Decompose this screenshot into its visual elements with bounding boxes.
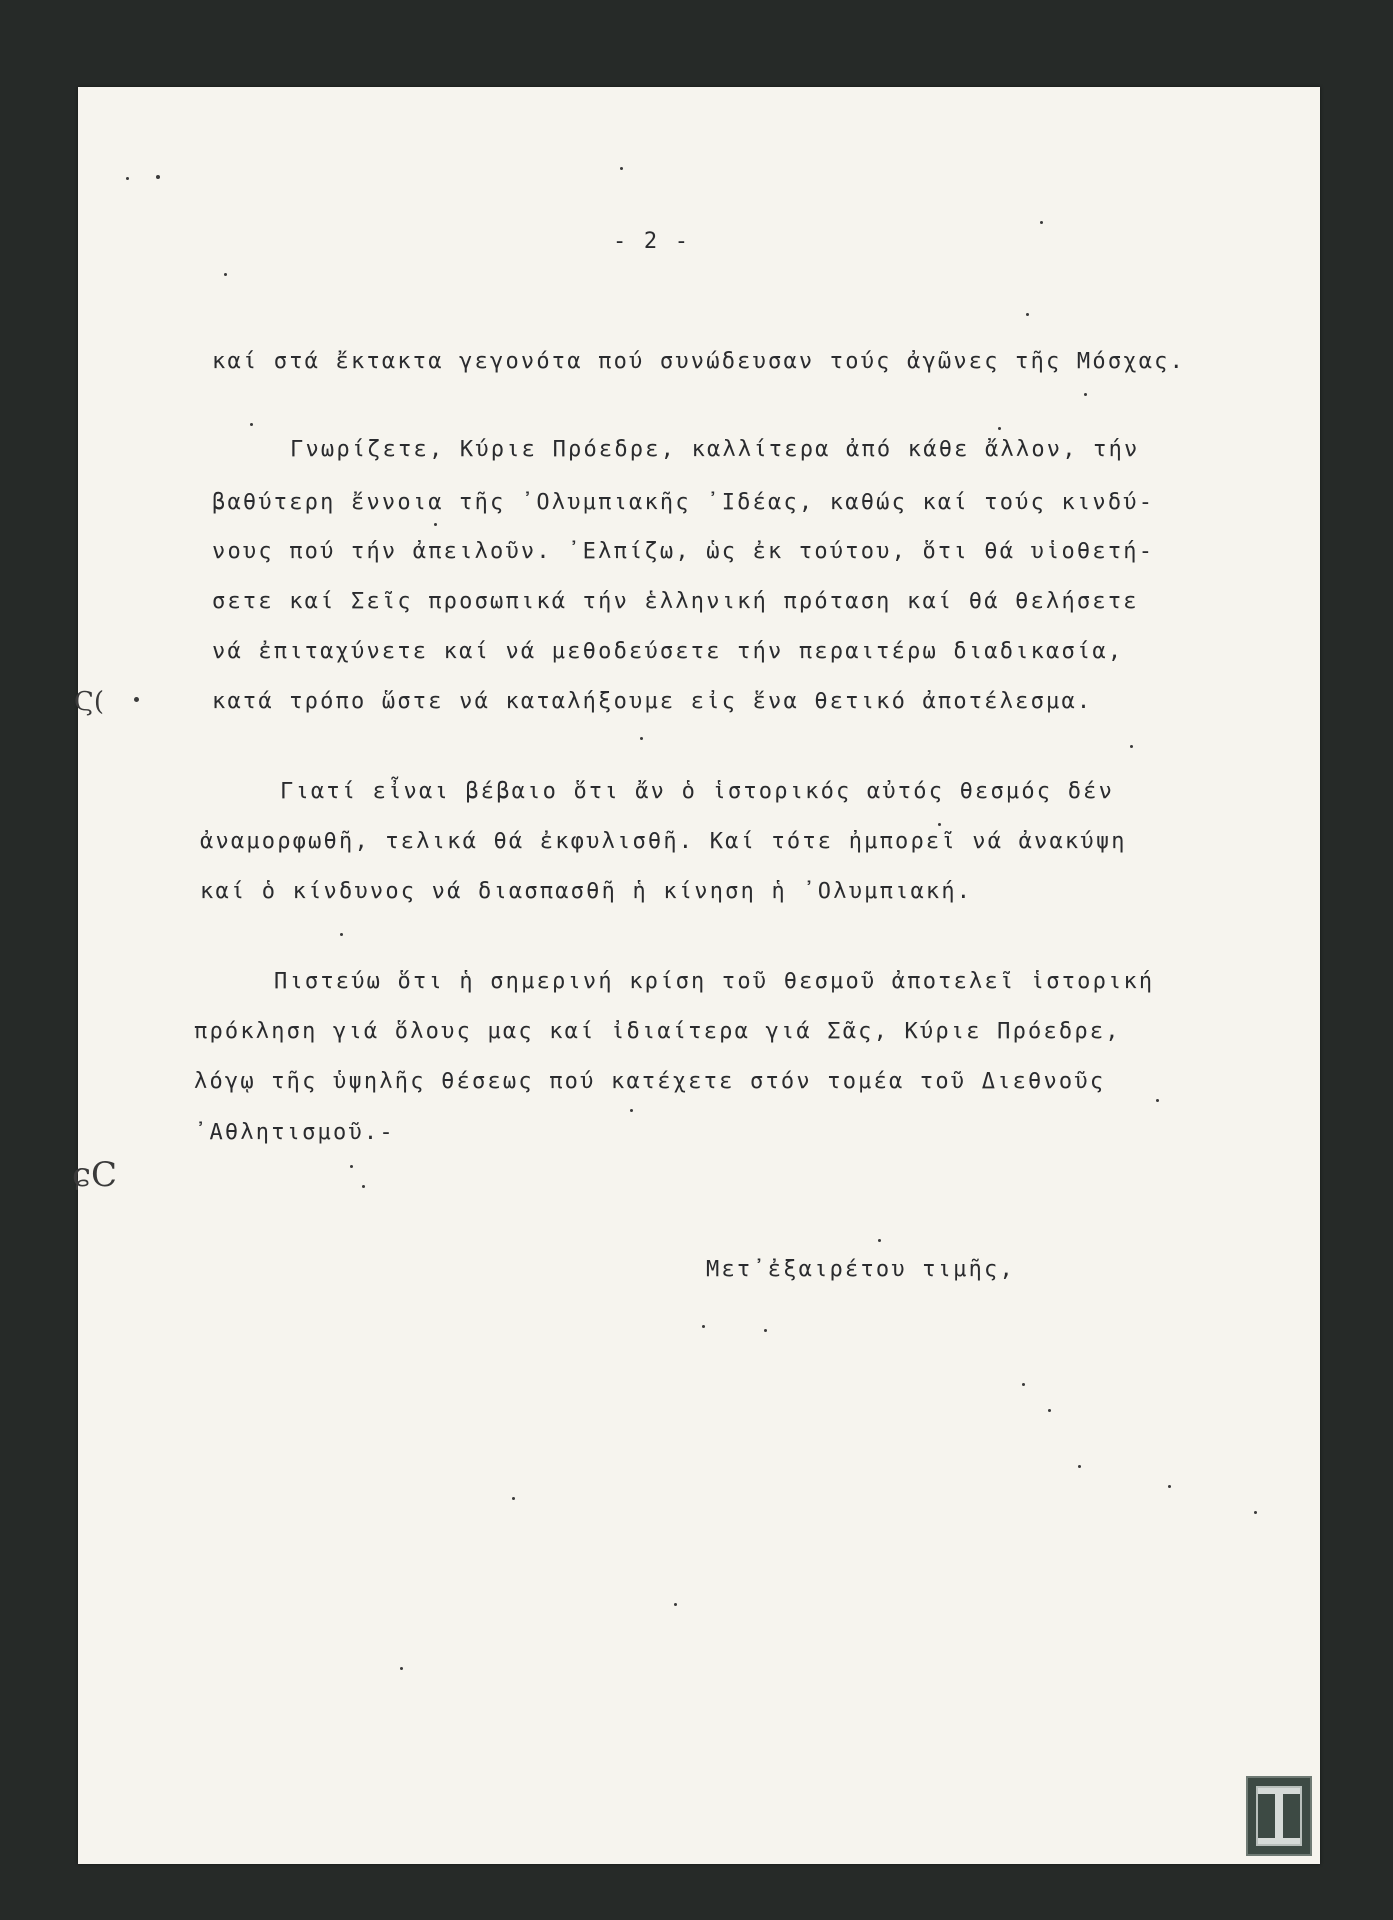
body-line: σετε καί Σεῖς προσωπικά τήν ἑλληνική πρόταση καί θά θελήσετε bbox=[212, 589, 1139, 614]
body-line: καί ὁ κίνδυνος νά διασπασθῆ ἡ κίνηση ἡ ᾿Ολυμπιακή. bbox=[200, 879, 973, 904]
speck bbox=[878, 1239, 881, 1242]
body-line: κατά τρόπο ὥστε νά καταλήξουμε εἰς ἕνα θετικό ἀποτέλεσμα. bbox=[212, 689, 1093, 714]
speck bbox=[1156, 1099, 1159, 1102]
speck bbox=[1078, 1465, 1081, 1468]
speck bbox=[250, 423, 253, 426]
speck bbox=[1084, 393, 1087, 396]
speck bbox=[674, 1603, 677, 1606]
body-line: Γιατί εἶναι βέβαιο ὅτι ἄν ὁ ἱστορικός αὐτός θεσμός δέν bbox=[280, 779, 1115, 804]
speck bbox=[1026, 313, 1029, 316]
speck bbox=[764, 1329, 767, 1332]
document-page bbox=[72, 87, 1320, 1864]
speck bbox=[156, 175, 160, 179]
speck bbox=[1130, 745, 1133, 748]
body-line: Γνωρίζετε, Κύριε Πρόεδρε, καλλίτερα ἀπό κάθε ἄλλον, τήν bbox=[290, 437, 1140, 462]
body-line: λόγῳ τῆς ὑψηλῆς θέσεως πού κατέχετε στόν τομέα τοῦ Διεθνοῦς bbox=[194, 1069, 1106, 1094]
speck bbox=[1022, 1383, 1025, 1386]
speck bbox=[340, 933, 343, 936]
speck bbox=[434, 523, 437, 526]
margin-mark-lower: ɕC bbox=[72, 1155, 118, 1195]
body-line: πρόκληση γιά ὅλους μας καί ἰδιαίτερα γιά Σᾶς, Κύριε Πρόεδρε, bbox=[194, 1019, 1121, 1044]
speck bbox=[1040, 221, 1043, 224]
speck bbox=[512, 1497, 515, 1500]
closing-salutation: Μετ᾿ἐξαιρέτου τιμῆς, bbox=[706, 1257, 1015, 1282]
body-line: ᾿Αθλητισμοῦ.- bbox=[194, 1120, 395, 1145]
body-line: νά ἐπιταχύνετε καί νά μεθοδεύσετε τήν περαιτέρω διαδικασία, bbox=[212, 639, 1124, 664]
speck bbox=[126, 177, 129, 180]
speck bbox=[620, 167, 623, 170]
speck bbox=[1254, 1511, 1257, 1514]
body-line: Πιστεύω ὅτι ἡ σημερινή κρίση τοῦ θεσμοῦ ἀποτελεῖ ἱστορική bbox=[274, 969, 1155, 994]
page-number: - 2 - bbox=[613, 229, 691, 254]
speck bbox=[640, 737, 643, 740]
speck bbox=[998, 427, 1001, 430]
speck bbox=[938, 823, 941, 826]
body-line: βαθύτερη ἔννοια τῆς ᾿Ολυμπιακῆς ᾿Ιδέας, καθώς καί τούς κινδύ- bbox=[212, 490, 1155, 515]
speck bbox=[630, 1109, 633, 1112]
body-line: ἀναμορφωθῆ, τελικά θά ἐκφυλισθῆ. Καί τότε ἠμπορεῖ νά ἀνακύψη bbox=[200, 829, 1127, 854]
speck bbox=[1168, 1485, 1171, 1488]
body-line: νους πού τήν ἀπειλοῦν. ᾿Ελπίζω, ὡς ἐκ τούτου, ὅτι θά υἱοθετή- bbox=[212, 539, 1155, 564]
speck bbox=[1048, 1409, 1051, 1412]
speck bbox=[702, 1325, 705, 1328]
speck bbox=[362, 1185, 365, 1188]
body-line: καί στά ἔκτακτα γεγονότα πού συνώδευσαν τούς ἀγῶνες τῆς Μόσχας. bbox=[212, 349, 1186, 374]
speck bbox=[350, 1165, 353, 1168]
speck bbox=[224, 273, 227, 276]
margin-mark-upper: Ϛ( bbox=[74, 687, 105, 717]
speck bbox=[134, 697, 139, 702]
speck bbox=[400, 1667, 403, 1670]
archive-logo-stamp bbox=[1246, 1776, 1312, 1856]
